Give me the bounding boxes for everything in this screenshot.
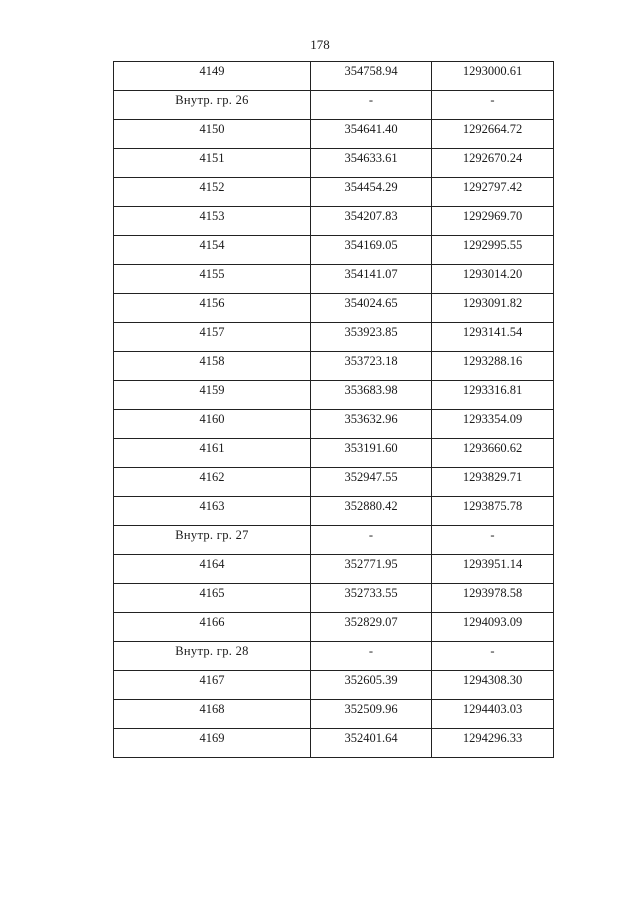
group-label-cell: Внутр. гр. 26 bbox=[114, 91, 311, 120]
table-row bbox=[114, 207, 554, 236]
x-coordinate-cell: 354207.83 bbox=[311, 207, 432, 236]
table-row bbox=[114, 584, 554, 613]
x-coordinate-cell: - bbox=[311, 91, 432, 120]
point-number-cell: 4159 bbox=[114, 381, 311, 410]
x-coordinate-cell: 354641.40 bbox=[311, 120, 432, 149]
x-coordinate-cell: 354454.29 bbox=[311, 178, 432, 207]
point-number-cell: 4167 bbox=[114, 671, 311, 700]
point-number-cell: 4161 bbox=[114, 439, 311, 468]
group-label-cell: Внутр. гр. 27 bbox=[114, 526, 311, 555]
x-coordinate-cell: - bbox=[311, 526, 432, 555]
point-number-cell: 4165 bbox=[114, 584, 311, 613]
point-number-cell: 4164 bbox=[114, 555, 311, 584]
y-coordinate-cell: 1293660.62 bbox=[432, 439, 554, 468]
y-coordinate-cell: 1293978.58 bbox=[432, 584, 554, 613]
table-row bbox=[114, 729, 554, 758]
y-coordinate-cell: 1294296.33 bbox=[432, 729, 554, 758]
table-row bbox=[114, 178, 554, 207]
table-row bbox=[114, 497, 554, 526]
table-row bbox=[114, 120, 554, 149]
point-number-cell: 4151 bbox=[114, 149, 311, 178]
table-row bbox=[114, 323, 554, 352]
point-number-cell: 4166 bbox=[114, 613, 311, 642]
table-body bbox=[114, 62, 554, 758]
y-coordinate-cell: 1292995.55 bbox=[432, 236, 554, 265]
table-row bbox=[114, 671, 554, 700]
y-coordinate-cell: 1292664.72 bbox=[432, 120, 554, 149]
y-coordinate-cell: 1294093.09 bbox=[432, 613, 554, 642]
x-coordinate-cell: 352605.39 bbox=[311, 671, 432, 700]
point-number-cell: 4160 bbox=[114, 410, 311, 439]
point-number-cell: 4158 bbox=[114, 352, 311, 381]
table-row bbox=[114, 439, 554, 468]
y-coordinate-cell: 1294403.03 bbox=[432, 700, 554, 729]
x-coordinate-cell: 352947.55 bbox=[311, 468, 432, 497]
y-coordinate-cell: 1292969.70 bbox=[432, 207, 554, 236]
x-coordinate-cell: 354024.65 bbox=[311, 294, 432, 323]
x-coordinate-cell: 352880.42 bbox=[311, 497, 432, 526]
table-row bbox=[114, 149, 554, 178]
table-row bbox=[114, 352, 554, 381]
table-row bbox=[114, 613, 554, 642]
x-coordinate-cell: 353723.18 bbox=[311, 352, 432, 381]
table-row bbox=[114, 294, 554, 323]
x-coordinate-cell: 352509.96 bbox=[311, 700, 432, 729]
table-row bbox=[114, 468, 554, 497]
x-coordinate-cell: 354633.61 bbox=[311, 149, 432, 178]
y-coordinate-cell: 1294308.30 bbox=[432, 671, 554, 700]
x-coordinate-cell: 353683.98 bbox=[311, 381, 432, 410]
group-header-row bbox=[114, 526, 554, 555]
y-coordinate-cell: 1293875.78 bbox=[432, 497, 554, 526]
y-coordinate-cell: - bbox=[432, 642, 554, 671]
x-coordinate-cell: 354758.94 bbox=[311, 62, 432, 91]
y-coordinate-cell: 1292670.24 bbox=[432, 149, 554, 178]
x-coordinate-cell: 353923.85 bbox=[311, 323, 432, 352]
x-coordinate-cell: 352829.07 bbox=[311, 613, 432, 642]
y-coordinate-cell: 1293000.61 bbox=[432, 62, 554, 91]
point-number-cell: 4154 bbox=[114, 236, 311, 265]
y-coordinate-cell: 1293141.54 bbox=[432, 323, 554, 352]
group-header-row bbox=[114, 642, 554, 671]
y-coordinate-cell: 1293354.09 bbox=[432, 410, 554, 439]
y-coordinate-cell: 1293288.16 bbox=[432, 352, 554, 381]
point-number-cell: 4152 bbox=[114, 178, 311, 207]
point-number-cell: 4168 bbox=[114, 700, 311, 729]
y-coordinate-cell: - bbox=[432, 91, 554, 120]
point-number-cell: 4169 bbox=[114, 729, 311, 758]
x-coordinate-cell: 352401.64 bbox=[311, 729, 432, 758]
table-row bbox=[114, 381, 554, 410]
x-coordinate-cell: 352733.55 bbox=[311, 584, 432, 613]
y-coordinate-cell: 1293951.14 bbox=[432, 555, 554, 584]
x-coordinate-cell: 354169.05 bbox=[311, 236, 432, 265]
point-number-cell: 4162 bbox=[114, 468, 311, 497]
point-number-cell: 4157 bbox=[114, 323, 311, 352]
table-row bbox=[114, 555, 554, 584]
group-label-cell: Внутр. гр. 28 bbox=[114, 642, 311, 671]
point-number-cell: 4149 bbox=[114, 62, 311, 91]
table-row bbox=[114, 700, 554, 729]
group-header-row bbox=[114, 91, 554, 120]
point-number-cell: 4163 bbox=[114, 497, 311, 526]
table-row bbox=[114, 410, 554, 439]
x-coordinate-cell: 353191.60 bbox=[311, 439, 432, 468]
table-row bbox=[114, 236, 554, 265]
point-number-cell: 4156 bbox=[114, 294, 311, 323]
table-row bbox=[114, 265, 554, 294]
page-number: 178 bbox=[310, 37, 330, 52]
y-coordinate-cell: 1293014.20 bbox=[432, 265, 554, 294]
point-number-cell: 4155 bbox=[114, 265, 311, 294]
y-coordinate-cell: 1293829.71 bbox=[432, 468, 554, 497]
y-coordinate-cell: 1293091.82 bbox=[432, 294, 554, 323]
coordinates-table bbox=[113, 61, 554, 758]
x-coordinate-cell: 354141.07 bbox=[311, 265, 432, 294]
y-coordinate-cell: 1292797.42 bbox=[432, 178, 554, 207]
point-number-cell: 4153 bbox=[114, 207, 311, 236]
x-coordinate-cell: 353632.96 bbox=[311, 410, 432, 439]
point-number-cell: 4150 bbox=[114, 120, 311, 149]
table-row bbox=[114, 62, 554, 91]
y-coordinate-cell: - bbox=[432, 526, 554, 555]
x-coordinate-cell: 352771.95 bbox=[311, 555, 432, 584]
y-coordinate-cell: 1293316.81 bbox=[432, 381, 554, 410]
x-coordinate-cell: - bbox=[311, 642, 432, 671]
